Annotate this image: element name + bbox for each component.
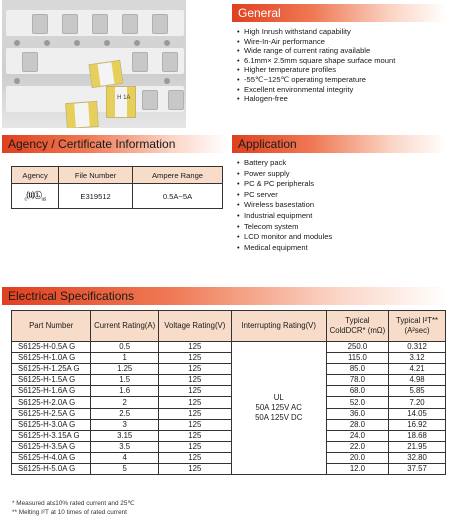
interrupting-rating-line: UL: [273, 393, 284, 403]
voltage-rating: 125: [158, 441, 231, 452]
current-rating: 4: [91, 452, 158, 463]
voltage-rating: 125: [158, 397, 231, 408]
cold-dcr: 78.0: [326, 375, 388, 386]
voltage-rating: 125: [158, 419, 231, 430]
cold-dcr: 250.0: [326, 342, 388, 353]
voltage-rating: 125: [158, 386, 231, 397]
i2t-value: 21.95: [389, 441, 446, 452]
agency-table: [11, 166, 223, 209]
i2t-col-header: Typical I²T**(A²sec): [389, 311, 446, 342]
cold-dcr: 52.0: [326, 397, 388, 408]
i2t-value: 7.20: [389, 397, 446, 408]
agency-col-header: Agency: [12, 167, 59, 184]
list-item: • Halogen-free: [236, 94, 395, 104]
list-item: • Medical equipment: [236, 243, 332, 254]
part-number: S6125-H-2.5A G: [12, 408, 91, 419]
table-row: [12, 464, 446, 475]
ul-logo: $_c⒰Ⓛ_{us}$: [12, 184, 59, 209]
i2t-value: 5.85: [389, 386, 446, 397]
voltage-rating: 125: [158, 430, 231, 441]
part-number: S6125-H-1.0A G: [12, 353, 91, 364]
part-number: S6125-H-0.5A G: [12, 342, 91, 353]
table-row: [12, 430, 446, 441]
table-row: [12, 452, 446, 463]
agency-title: Agency / Certificate Information: [8, 137, 176, 151]
list-item: • Excellent environmental integrity: [236, 85, 395, 95]
agency-header: [2, 135, 228, 153]
current-rating: 2: [91, 397, 158, 408]
list-item: • 6.1mm× 2.5mm square shape surface mount: [236, 56, 395, 66]
cold-dcr: 22.0: [326, 441, 388, 452]
voltage-rating: 125: [158, 408, 231, 419]
current-rating: 3.15: [91, 430, 158, 441]
voltage-rating: 125: [158, 353, 231, 364]
general-list: [236, 27, 395, 104]
list-item: • High Inrush withstand capability: [236, 27, 395, 37]
list-item: • -55℃~125℃ operating temperature: [236, 75, 395, 85]
cold-dcr-col-header: Typical ColdDCR* (mΩ): [326, 311, 388, 342]
application-header: [232, 135, 446, 153]
current-rating: 5: [91, 464, 158, 475]
part-number: S6125-H-1.5A G: [12, 375, 91, 386]
table-row: [12, 441, 446, 452]
i2t-value: 0.312: [389, 342, 446, 353]
cold-dcr: 20.0: [326, 452, 388, 463]
general-title: General: [238, 6, 281, 20]
part-number-col-header: Part Number: [12, 311, 91, 342]
voltage-rating-col-header: Voltage Rating(V): [158, 311, 231, 342]
current-rating: 2.5: [91, 408, 158, 419]
voltage-rating: 125: [158, 342, 231, 353]
list-item: • Wire-In-Air performance: [236, 37, 395, 47]
cold-dcr: 115.0: [326, 353, 388, 364]
part-number: S6125-H-3.0A G: [12, 419, 91, 430]
table-row: [12, 397, 446, 408]
part-number: S6125-H-3.15A G: [12, 430, 91, 441]
ampere-range-col-header: Ampere Range: [132, 167, 222, 184]
current-rating: 3.5: [91, 441, 158, 452]
table-row: [12, 386, 446, 397]
voltage-rating: 125: [158, 375, 231, 386]
part-number: S6125-H-3.5A G: [12, 441, 91, 452]
table-row: [12, 342, 446, 353]
list-item: • Power supply: [236, 169, 332, 180]
table-row: [12, 184, 223, 209]
i2t-value: 4.98: [389, 375, 446, 386]
cold-dcr: 12.0: [326, 464, 388, 475]
list-item: • Industrial equipment: [236, 211, 332, 222]
table-row: [12, 408, 446, 419]
part-number: S6125-H-2.0A G: [12, 397, 91, 408]
cold-dcr: 85.0: [326, 364, 388, 375]
current-rating-col-header: Current Rating(A): [91, 311, 158, 342]
list-item: • Wide range of current rating available: [236, 46, 395, 56]
i2t-value: 4.21: [389, 364, 446, 375]
i2t-value: 32.80: [389, 452, 446, 463]
part-number: S6125-H-1.25A G: [12, 364, 91, 375]
cold-dcr: 24.0: [326, 430, 388, 441]
fuse-image: H 1A: [106, 86, 136, 118]
cold-dcr: 36.0: [326, 408, 388, 419]
list-item: • Battery pack: [236, 158, 332, 169]
interrupting-rating-line: 50A 125V DC: [255, 413, 303, 423]
current-rating: 1.6: [91, 386, 158, 397]
cold-dcr: 68.0: [326, 386, 388, 397]
table-row: [12, 353, 446, 364]
fuse-image: [88, 60, 123, 88]
general-header: [232, 4, 446, 22]
file-number: E319512: [59, 184, 133, 209]
voltage-rating: 125: [158, 464, 231, 475]
footnote: * Measured at≤10% rated current and 25℃: [12, 500, 135, 507]
application-list: [236, 158, 332, 253]
list-item: • Higher temperature profiles: [236, 65, 395, 75]
list-item: • PC & PC peripherals: [236, 179, 332, 190]
electrical-header: [2, 287, 448, 305]
i2t-value: 14.05: [389, 408, 446, 419]
current-rating: 1.25: [91, 364, 158, 375]
fuse-image: [65, 101, 99, 128]
ampere-range: 0.5A~5A: [132, 184, 222, 209]
table-row: [12, 419, 446, 430]
interrupting-rating-line: 50A 125V AC: [255, 403, 302, 413]
voltage-rating: 125: [158, 452, 231, 463]
cold-dcr: 28.0: [326, 419, 388, 430]
application-title: Application: [238, 137, 297, 151]
i2t-value: 37.57: [389, 464, 446, 475]
interrupting-rating: [231, 342, 326, 475]
current-rating: 1: [91, 353, 158, 364]
i2t-value: 3.12: [389, 353, 446, 364]
list-item: • Telecom system: [236, 222, 332, 233]
product-photo: [2, 0, 186, 128]
table-row: [12, 364, 446, 375]
i2t-value: 16.92: [389, 419, 446, 430]
i2t-value: 18.68: [389, 430, 446, 441]
part-number: S6125-H-4.0A G: [12, 452, 91, 463]
list-item: • LCD monitor and modules: [236, 232, 332, 243]
current-rating: 1.5: [91, 375, 158, 386]
list-item: • Wireless basestation: [236, 200, 332, 211]
part-number: S6125-H-1.6A G: [12, 386, 91, 397]
footnote: ** Melting I²T at 10 times of rated current: [12, 509, 127, 516]
table-row: [12, 375, 446, 386]
electrical-title: Electrical Specifications: [8, 289, 135, 303]
current-rating: 3: [91, 419, 158, 430]
current-rating: 0.5: [91, 342, 158, 353]
part-number: S6125-H-5.0A G: [12, 464, 91, 475]
voltage-rating: 125: [158, 364, 231, 375]
list-item: • PC server: [236, 190, 332, 201]
interrupting-rating-col-header: Interrupting Rating(V): [231, 311, 326, 342]
file-number-col-header: File Number: [59, 167, 133, 184]
electrical-table: [11, 310, 446, 475]
